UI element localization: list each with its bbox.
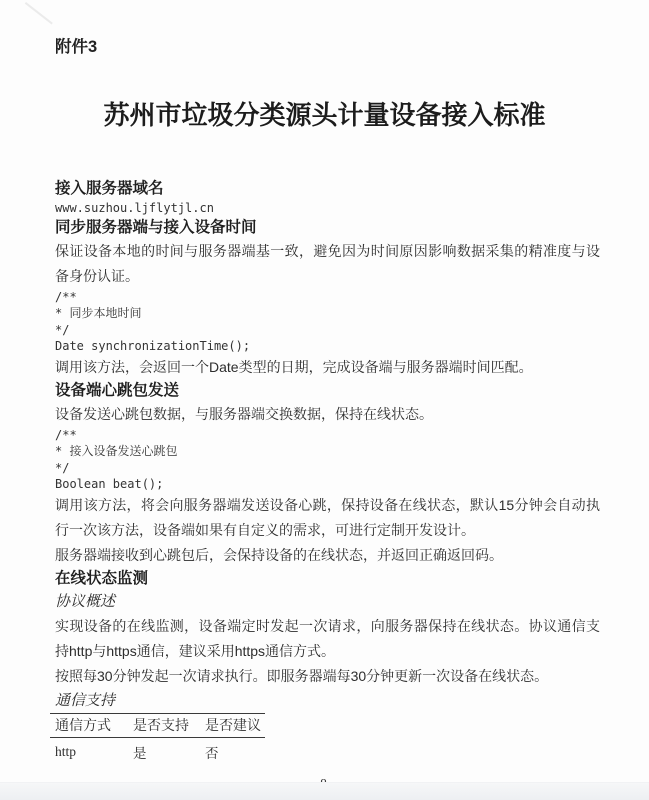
section-heading: 接入服务器域名	[55, 180, 164, 197]
table-row	[50, 737, 265, 764]
paragraph: 按照每30分钟发起一次请求执行。即服务器端每30分钟更新一次设备在线状态。	[55, 667, 549, 684]
paragraph: 设备发送心跳包数据，与服务器端交换数据，保持在线状态。	[55, 405, 433, 422]
code-line: /**	[55, 427, 77, 442]
scan-bottom-edge	[0, 782, 649, 800]
document-body	[55, 178, 600, 764]
table-cell: 是	[133, 745, 147, 761]
code-line: www.suzhou.ljflytjl.cn	[55, 201, 214, 215]
table-header-cell: 通信方式	[55, 716, 111, 733]
code-line: */	[55, 322, 70, 337]
paragraph: 保证设备本地的时间与服务器端基一致，避免因为时间原因影响数据采集的精准度与设备身份认证。	[55, 242, 600, 284]
section-heading: 设备端心跳包发送	[55, 381, 180, 399]
table-header-cell: 是否建议	[205, 716, 261, 733]
scan-artifact	[25, 2, 53, 25]
page-title: 苏州市垃圾分类源头计量设备接入标准	[103, 101, 546, 130]
code-line: */	[55, 460, 70, 475]
code-line: /**	[55, 289, 77, 304]
paragraph: 服务器端接收到心跳包后，会保持设备的在线状态，并返回正确返回码。	[55, 546, 503, 563]
table-header-row	[50, 713, 265, 737]
attachment-label: 附件3	[55, 38, 98, 56]
code-line: Boolean beat();	[55, 477, 164, 491]
code-line: * 同步本地时间	[55, 306, 142, 320]
table-header-cell: 是否支持	[133, 716, 189, 733]
section-heading: 在线状态监测	[55, 569, 149, 587]
code-line: Date synchronizationTime();	[55, 339, 251, 353]
paragraph: 调用该方法，会返回一个Date类型的日期，完成设备端与服务器端时间匹配。	[55, 358, 533, 375]
code-line: * 接入设备发送心跳包	[55, 444, 178, 458]
sub-heading: 协议概述	[55, 593, 116, 610]
paragraph: 实现设备的在线监测，设备端定时发起一次请求，向服务器保持在线状态。协议通信支持http与https通信，建议采用https通信方式。	[55, 617, 600, 659]
paragraph: 调用该方法，将会向服务器端发送设备心跳，保持设备在线状态，默认15分钟会自动执行一次该方法，设备端如果有自定义的需求，可进行定制开发设计。	[55, 496, 600, 538]
section-heading: 同步服务器端与接入设备时间	[55, 218, 257, 236]
sub-heading: 通信支持	[55, 692, 116, 709]
table-cell: 否	[205, 745, 219, 761]
communication-support-table	[50, 713, 265, 764]
table-cell: http	[55, 743, 77, 759]
